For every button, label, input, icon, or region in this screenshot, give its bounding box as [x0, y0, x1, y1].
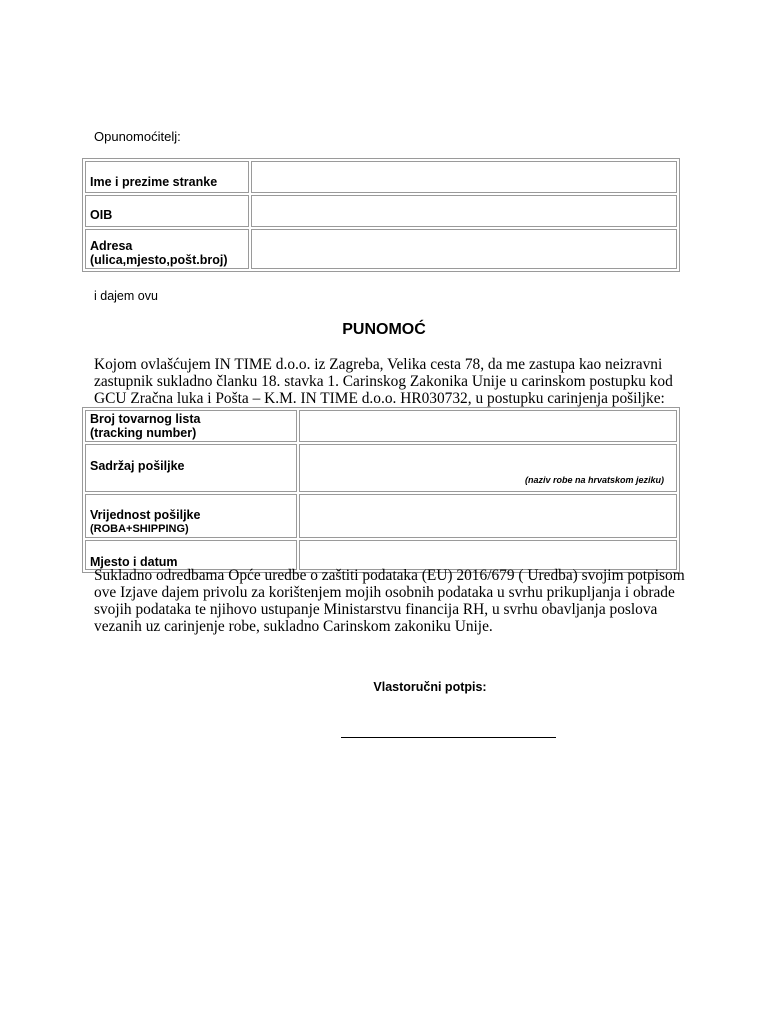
signature-line[interactable] [341, 737, 556, 738]
shipment-content-label: Sadržaj pošiljke [85, 444, 297, 492]
address-field[interactable] [251, 229, 677, 269]
full-name-field[interactable] [251, 161, 677, 193]
table-row [85, 195, 677, 227]
consent-text: Sukladno odredbama Opće uredbe o zaštiti podataka (EU) 2016/679 ( Uredba) svojim potpisom ove Izjave dajem privolu za korištenjem mojih osobnih podataka u svrhu prikupljanja i obrade svojih podataka te njihovo ustupanje Ministarstvu financija RH, u svrhu obavljanja poslova vezanih uz carinjenje robe, sukladno Carinskom zakoniku Unije. [94, 567, 685, 635]
content-note: (naziv robe na hrvatskom jeziku) [524, 475, 664, 485]
shipment-content-field[interactable] [299, 444, 677, 492]
value-label-line2: (ROBA+SHIPPING) [90, 523, 189, 535]
place-date-field[interactable] [299, 540, 677, 570]
grantor-label: Opunomoćitelj: [94, 129, 181, 144]
shipment-value-field[interactable] [299, 494, 677, 538]
tracking-label-line2: (tracking number) [90, 426, 197, 440]
shipment-value-label [85, 494, 297, 538]
table-row [85, 161, 677, 193]
table-row [85, 229, 677, 269]
table-row [85, 410, 677, 442]
tracking-number-label [85, 410, 297, 442]
oib-field[interactable] [251, 195, 677, 227]
grantor-table [82, 158, 680, 272]
full-name-label: Ime i prezime stranke [85, 161, 249, 193]
oib-label: OIB [85, 195, 249, 227]
place-date-label: Mjesto i datum [85, 540, 297, 570]
signature-label: Vlastoručni potpis: [373, 680, 487, 694]
address-label-line2: (ulica,mjesto,pošt.broj) [90, 253, 228, 267]
table-row [85, 444, 677, 492]
give-label: i dajem ovu [94, 289, 158, 303]
table-row [85, 540, 677, 570]
authorization-text: Kojom ovlašćujem IN TIME d.o.o. iz Zagreba, Velika cesta 78, da me zastupa kao neizravni zastupnik sukladno članku 18. stavka 1. Carinskog Zakonika Unije u carinskom postupku kod GCU Zračna luka i Pošta – K.M. IN TIME d.o.o. HR030732, u postupku carinjenja pošiljke: [94, 356, 673, 407]
tracking-number-field[interactable] [299, 410, 677, 442]
tracking-label-line1: Broj tovarnog lista [90, 412, 201, 426]
address-label [85, 229, 249, 269]
document-title: PUNOMOĆ [342, 321, 426, 338]
table-row [85, 494, 677, 538]
value-label-line1: Vrijednost pošiljke [90, 508, 201, 522]
shipment-table [82, 407, 680, 573]
address-label-line1: Adresa [90, 239, 133, 253]
